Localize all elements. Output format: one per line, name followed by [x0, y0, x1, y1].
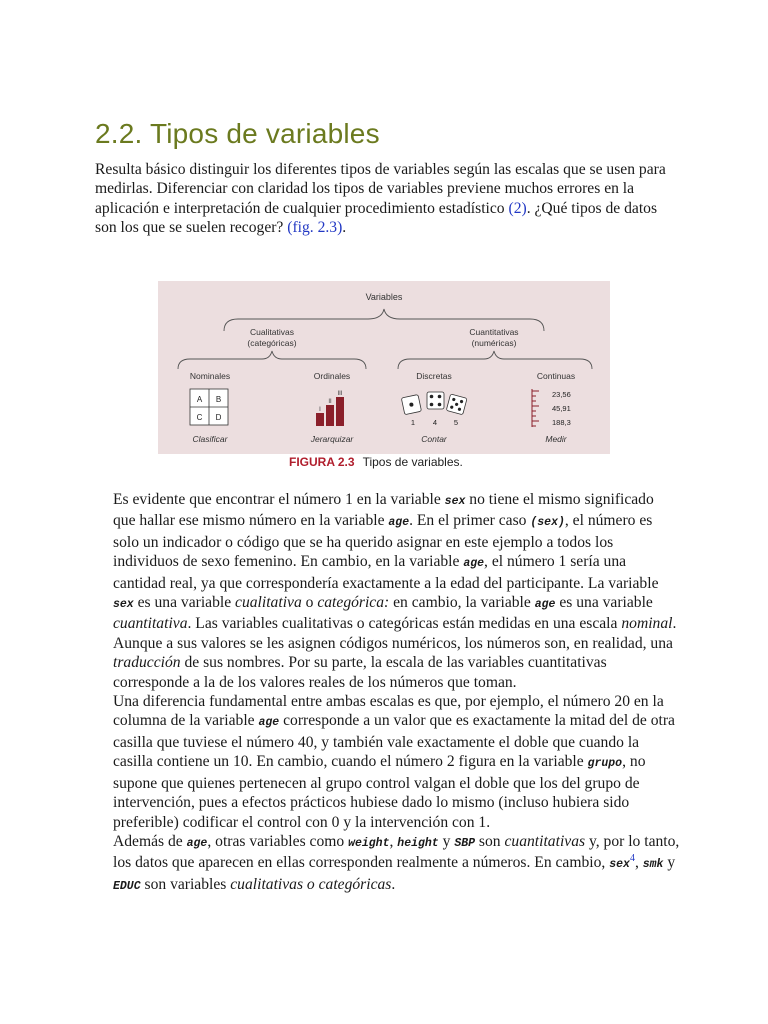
body-text-run: cualitativa — [235, 594, 302, 612]
intro-text: . — [342, 219, 347, 237]
ordinal-mark-ii: II — [328, 399, 332, 405]
code-age: age — [258, 716, 280, 730]
brace-right — [398, 351, 592, 369]
body-text-run: son variables — [140, 875, 231, 893]
code-weight: weight — [348, 836, 390, 850]
body-text-run: . — [391, 875, 396, 893]
body-text-run: , — [389, 832, 398, 850]
code-age: age — [388, 516, 410, 530]
body-text-run: y, por lo tanto, los datos que aparecen en ellas corresponden realmente a números. En cambio, — [113, 832, 680, 872]
intro-text: Resulta básico distinguir los diferentes tipos de variables según las escalas que se usen para medirlas. Diferenciar con claridad los tipos de variables previene muchos errores en la aplicación e interpretación de cualquier procedimiento estadístico — [95, 161, 666, 217]
value-23-56: 23,56 — [552, 390, 571, 399]
body-text-run: o — [301, 594, 318, 612]
body-text-run — [530, 512, 565, 529]
ruler-icon — [532, 389, 571, 427]
paragraph-2 — [95, 692, 680, 832]
body-text-run: , el número es solo un indicador o código que se ha querido asignar en este ejemplo a todos los individuos de sexo femenino. En cambio, en la variable — [113, 512, 653, 571]
code-grupo: grupo — [587, 757, 623, 771]
figure-caption-text: Tipos de variables. — [362, 455, 463, 469]
body-text-run: . Las variables cualitativas o categóricas están medidas en una escala — [187, 615, 622, 633]
grid-cell-c: C — [196, 413, 203, 422]
body-text-run: es una variable — [133, 594, 236, 612]
code-sex: sex — [444, 495, 466, 508]
body-text-run: categórica: — [317, 594, 390, 612]
code-age: age — [186, 836, 208, 850]
paragraph-1 — [95, 490, 680, 692]
section-title: 2.2. Tipos de variables — [95, 118, 380, 149]
label-contar: Contar — [421, 434, 447, 444]
code-smk: smk — [642, 858, 664, 872]
body-text-run: , no supone que quienes pertenecen al grupo control valgan el doble que los del grupo de intervención, pues a efectos prácticos hubiese dado lo mismo (incluso hubiera sido preferible) codificar el control con 0 y la intervención con 1. — [113, 753, 646, 831]
dice-number-5: 5 — [453, 418, 459, 427]
body-text-run: y — [438, 832, 455, 850]
code-age: age — [463, 557, 485, 571]
label-ordinales: Ordinales — [313, 371, 351, 381]
nominal-grid-icon — [190, 389, 228, 425]
body-text-run: cuantitativa — [113, 615, 188, 633]
variables-diagram — [158, 281, 610, 454]
code-sbp: SBP — [454, 836, 476, 850]
label-cualitativas: Cualitativas — [250, 327, 294, 337]
body-text-run: . En el primer caso — [409, 512, 531, 530]
value-188-3: 188,3 — [552, 418, 571, 427]
label-clasificar: Clasificar — [192, 434, 228, 444]
body-text-run: es una variable — [555, 594, 653, 612]
body-text-run: Es evidente que encontrar el número 1 en la variable — [113, 491, 445, 508]
body-text-run: . Aunque a sus valores se les asignen códigos numéricos, los números son, en realidad, una — [113, 615, 677, 652]
reference-link-2[interactable]: (2) — [508, 199, 527, 217]
value-45-91: 45,91 — [552, 404, 571, 413]
code-sex: sex — [113, 598, 134, 612]
brace-left — [178, 351, 366, 369]
label-categoricas: (categóricas) — [247, 338, 297, 348]
body-text-run: , el número 1 sería una cantidad real, ya que correspondería exactamente a la edad del participante. La variable — [113, 553, 659, 592]
figure-link-2-3[interactable]: (fig. 2.3) — [287, 219, 343, 237]
body-text-run: , otras variables como — [207, 832, 349, 850]
ordinal-mark-i: I — [319, 407, 321, 413]
body-text-run: traducción — [113, 654, 181, 672]
body-text-run: de sus nombres. Por su parte, la escala de las variables cuantitativas corresponde a la de los valores reales de los números que toman. — [113, 654, 607, 691]
figure-2-3 — [158, 281, 610, 454]
grid-cell-a: A — [196, 395, 203, 404]
code-age: age — [534, 598, 556, 612]
body-text-run: Una diferencia fundamental entre ambas escalas es que, por ejemplo, el número 20 en la columna de la variable — [113, 693, 664, 730]
label-nominales: Nominales — [189, 371, 231, 381]
intro-paragraph — [95, 160, 675, 238]
ordinal-mark-iii: III — [337, 391, 343, 397]
body-text-run: cuantitativas — [504, 832, 586, 850]
label-numericas: (numéricas) — [471, 338, 517, 348]
label-continuas: Continuas — [536, 371, 576, 381]
label-jerarquizar: Jerarquizar — [310, 434, 354, 444]
label-variables: Variables — [365, 292, 403, 302]
body-text-run: nominal — [621, 615, 673, 633]
body-text-run: corresponde a un valor que es exactamente la mitad del de otra casilla que tuviese el número 40, y también vale exactamente el doble que cuando la casilla contiene un 10. En cambio, cuando el número 2 figura en la variable — [113, 712, 675, 771]
body-text-run: son — [475, 832, 505, 850]
code-sex: sex — [609, 858, 630, 872]
code-sex: (sex) — [530, 516, 565, 530]
body-text-run: y — [663, 854, 676, 872]
intro-text: . ¿Qué tipos de datos son los que se suelen recoger? — [95, 199, 658, 237]
body-text-run: en cambio, la variable — [389, 594, 535, 612]
ordinal-bars-icon — [316, 391, 344, 426]
body-text-run: Además de — [113, 832, 187, 850]
body-text — [95, 490, 680, 896]
label-discretas: Discretas — [416, 371, 452, 381]
body-text-run: , — [634, 854, 643, 872]
figure-caption — [289, 455, 463, 469]
label-cuantitativas: Cuantitativas — [469, 327, 519, 337]
grid-cell-b: B — [215, 395, 222, 404]
code-height: height — [397, 836, 439, 850]
body-text-run: no tiene el mismo significado que hallar ese mismo número en la variable — [113, 491, 654, 530]
grid-cell-d: D — [215, 413, 222, 422]
dice-icon — [401, 392, 467, 427]
footnote-4[interactable]: 4 — [629, 853, 635, 865]
figure-caption-label: FIGURA 2.3 — [289, 455, 355, 469]
label-medir: Medir — [545, 434, 567, 444]
dice-number-4: 4 — [432, 418, 438, 427]
paragraph-3 — [95, 832, 680, 896]
code-educ: EDUC — [113, 879, 141, 893]
body-text-run: cualitativas o categóricas — [230, 875, 392, 893]
dice-number-1: 1 — [410, 418, 416, 427]
